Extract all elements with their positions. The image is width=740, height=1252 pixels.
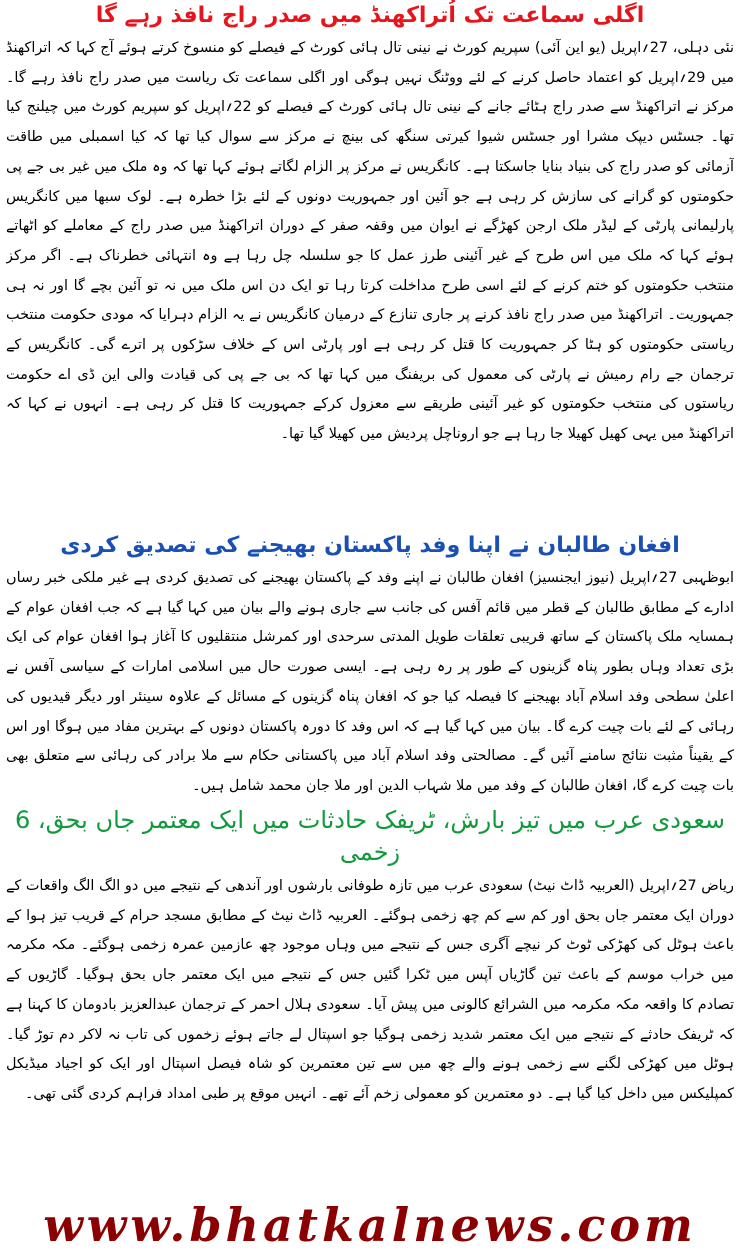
site-url-watermark: www.bhatkalnews.com (43, 1198, 697, 1252)
article1-headline: اگلی سماعت تک اُتراکھنڈ میں صدر راج نافذ رہے گا (95, 3, 645, 28)
article-uttarakhand (6, 0, 734, 526)
article-saudi (6, 804, 734, 1164)
article1-body: نئی دہلی، 27؍اپریل (یو این آئی) سپریم کورٹ نے نینی تال ہائی کورٹ کے فیصلے کو منسوخ کرتے ہوئے آج کہا کہ اتراکھنڈ میں 29؍اپریل کو اعتماد حاصل کرنے کے لئے ووٹنگ نہیں ہوگی اور اگلی سماعت تک ریاست میں صدر راج نافذ رہے گا۔ مرکز نے اتراکھنڈ سے صدر راج ہٹائے جانے کے نینی تال ہائی کورٹ کے فیصلے کو 22؍اپریل کو سپریم کورٹ میں چیلنج کیا تھا۔ جسٹس دیپک مشرا اور جسٹس شیوا کیرتی سنگھ کی بینچ نے مرکز سے سوال کیا تھا کہ کیا اسمبلی میں طاقت آزمائی کو صدر راج کی بنیاد بنایا جاسکتا ہے۔ کانگریس نے مرکز پر الزام لگاتے ہوئے کہا تھا کہ وہ ملک میں غیر بی جے پی حکومتوں کو گرانے کی سازش کر رہی ہے جو آئین اور جمہوریت دونوں کے لئے بڑا خطرہ ہے۔ لوک سبھا میں کانگریس پارلیمانی پارٹی کے لیڈر ملک ارجن کھڑگے نے ایوان میں وقفہ صفر کے دوران اتراکھنڈ میں صدر راج کے معاملے کو اٹھاتے ہوئے کہا کہ ملک میں اس طرح کے غیر آئینی طرز عمل کا جو سلسلہ چل رہا ہے وہ انتہائی خطرناک ہے۔ اگر مرکز منتخب حکومتوں کو ختم کرنے کے لئے اسی طرح مداخلت کرتا رہا تو ایک دن اس ملک میں نہ تو آئین بچے گا اور نہ ہی جمہوریت۔ اتراکھنڈ میں صدر راج نافذ کرنے پر جاری تنازع کے درمیان کانگریس نے یہ الزام دہرایا کہ مودی حکومت منتخب ریاستی حکومتوں کو ہٹا کر جمہوریت کا قتل کر رہی ہے اور پارٹی اس کے خلاف سڑکوں پر اترے گی۔ کانگریس کے ترجمان جے رام رمیش نے پارٹی کی معمول کی بریفنگ میں کہا تھا کہ بی جے پی کی قیادت والی این ڈی اے حکومت ریاستوں کی منتخب حکومتوں کو غیر آئینی طریقے سے معزول کرکے جمہوریت کا قتل کر رہی ہے۔ انہوں نے کہا کہ اتراکھنڈ میں یہی کھیل کھیلا جا رہا ہے جو اروناچل پردیش میں کھیلا گیا تھا۔ (6, 40, 734, 443)
article2-headline: افغان طالبان نے اپنا وفد پاکستان بھیجنے کی تصدیق کردی (60, 533, 680, 558)
article3-headline: سعودی عرب میں تیز بارش، ٹریفک حادثات میں ایک معتمر جاں بحق، 6 زخمی (14, 806, 726, 866)
article3-body: ریاض 27؍اپریل (العربیہ ڈاٹ نیٹ) سعودی عرب میں تازہ طوفانی بارشوں اور آندھی کے نتیجے میں دو الگ الگ واقعات کے دوران ایک معتمر جاں بحق اور کم سے کم چھ زخمی ہوگئے۔ العربیہ ڈاٹ نیٹ کے مطابق مسجد حرام کے قریب تیز ہوا کے باعث ہوٹل کی کھڑکی ٹوٹ کر نیچے آگری جس کے نتیجے میں وہاں موجود چھ عازمین عمرہ زخمی ہوگئے۔ مکہ مکرمہ میں خراب موسم کے باعث تین گاڑیاں آپس میں ٹکرا گئیں جس کے نتیجے میں ایک معتمر جاں بحق ہوگیا۔ گاڑیوں کے تصادم کا واقعہ مکہ مکرمہ میں الشرائع کالونی میں پیش آیا۔ سعودی ہلال احمر کے ترجمان عبدالعزیز بادومان کا کہنا ہے کہ ٹریفک حادثے کے نتیجے میں ایک معتمر شدید زخمی ہوگیا جو اسپتال لے جاتے ہوئے زخموں کی تاب نہ لاکر دم توڑ گیا۔ ہوٹل میں کھڑکی لگنے سے زخمی ہونے والے چھ میں سے تین معتمرین کو شاہ فیصل اسپتال اور ایک کو اجیاد میڈیکل کمپلیکس میں داخل کیا گیا ہے۔ دو معتمرین کو معمولی زخم آئے تھے۔ انہیں موقع پر طبی امداد فراہم کردی گئی تھی۔ (6, 878, 734, 1102)
article2-body: ابوظہبی 27؍اپریل (نیوز ایجنسیز) افغان طالبان نے اپنے وفد کے پاکستان بھیجنے کی تصدیق کردی ہے غیر ملکی خبر رساں ادارے کے مطابق طالبان کے قطر میں قائم آفس کی جانب سے جاری ہونے والے بیان میں کہا گیا ہے کہ جب افغان عوام کے ہمسایہ ملک پاکستان کے ساتھ قریبی تعلقات طویل المدتی سرحدی اور کمرشل منتقلیوں کا آغاز ہوا افغان عوام کی ایک بڑی تعداد وہاں بطور پناہ گزینوں کے طور پر رہ رہی ہے۔ ایسی صورت حال میں اسلامی امارات کے سیاسی آفس نے اعلیٰ سطحی وفد اسلام آباد بھیجنے کا فیصلہ کیا جو کہ افغان پناہ گزینوں کے مسائل کے علاوہ سینئر اور دیگر قیدیوں کی رہائی کے لئے بات چیت کرے گا۔ بیان میں کہا گیا ہے کہ اس وفد کا دورہ پاکستان دونوں کے بہترین مفاد میں ہوگا اور اس کے یقیناً مثبت نتائج سامنے آئیں گے۔ مصالحتی وفد اسلام آباد میں پاکستانی حکام سے ملا برادر کی رہائی سے متعلق بھی بات چیت کرے گا، افغان طالبان کے وفد میں ملا شہاب الدین اور ملا جان محمد شامل ہیں۔ (6, 570, 734, 794)
article-taliban (6, 532, 734, 794)
